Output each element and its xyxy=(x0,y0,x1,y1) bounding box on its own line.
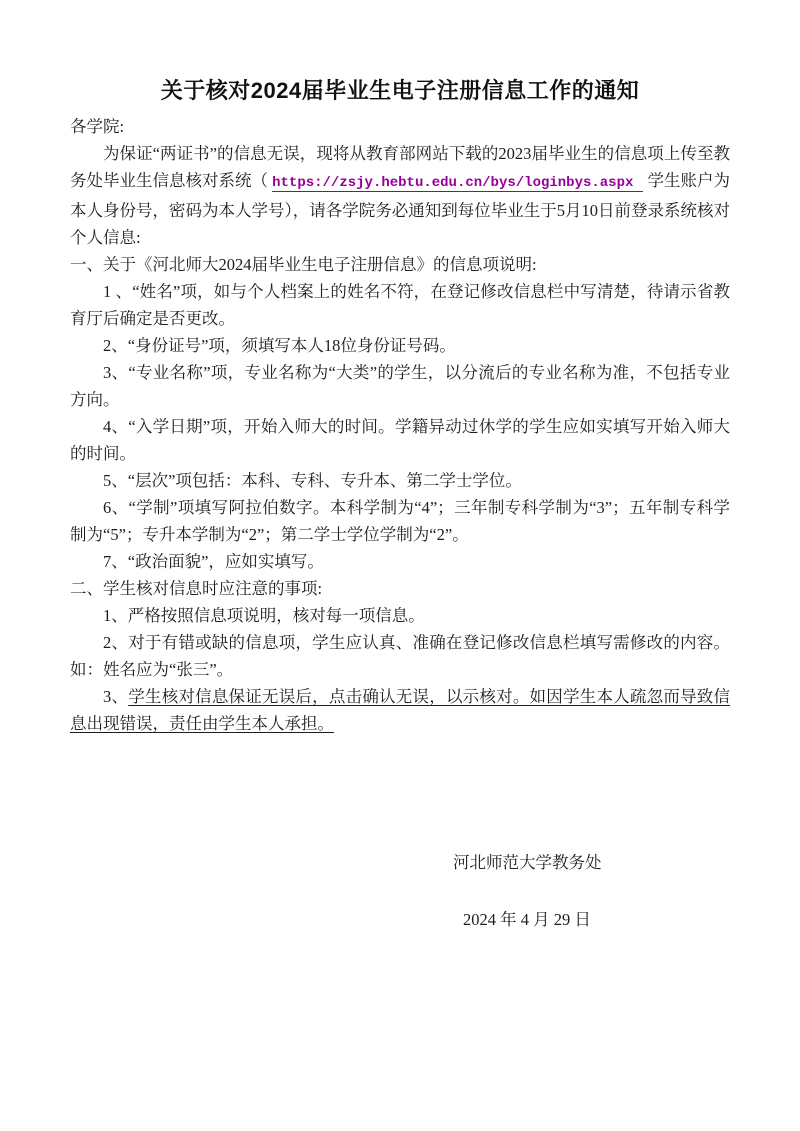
intro-paragraph xyxy=(70,140,730,251)
section1-item-3: 3、“专业名称”项，专业名称为“大类”的学生，以分流后的专业名称为准，不包括专业方向。 xyxy=(70,363,730,409)
section1-item-6: 6、“学制”项填写阿拉伯数字。本科学制为“4”；三年制专科学制为“3”；五年制专科学制为“5”；专升本学制为“2”；第二学士学位学制为“2”。 xyxy=(70,498,730,544)
section1-item-7: 7、“政治面貌”，应如实填写。 xyxy=(103,552,324,571)
signature-block xyxy=(70,849,730,933)
section1-heading: 一、关于《河北师大2024届毕业生电子注册信息》的信息项说明: xyxy=(70,255,537,274)
section2-item-3-underlined-text: 学生核对信息保证无误后，点击确认无误，以示核对。如因学生本人疏忽而导致信息出现错误，责任由学生本人承担。 xyxy=(70,687,731,733)
section2-item-2: 2、对于有错或缺的信息项，学生应认真、准确在登记修改信息栏填写需修改的内容。如：姓名应为“张三”。 xyxy=(70,633,730,679)
section2-item-3-number: 3、 xyxy=(103,687,129,706)
section1-item-4: 4、“入学日期”项，开始入师大的时间。学籍异动过休学的学生应如实填写开始入师大的时间。 xyxy=(70,417,730,463)
salutation: 各学院: xyxy=(70,117,125,136)
section2-item-1: 1、严格按照信息项说明，核对每一项信息。 xyxy=(103,606,425,625)
intro-text-after-link: 学生账户为本人身份号，密码为本人学号），请各学院务必通知到每位毕业生于5月10日前登录系统核对个人信息: xyxy=(70,171,731,247)
section1-item-2: 2、“身份证号”项，须填写本人18位身份证号码。 xyxy=(103,336,456,355)
issue-date: 2024 年 4 月 29 日 xyxy=(463,910,591,929)
section2-heading: 二、学生核对信息时应注意的事项: xyxy=(70,579,323,598)
section2-item-3 xyxy=(70,683,730,737)
notice-title: 关于核对2024届毕业生电子注册信息工作的通知 xyxy=(160,78,640,103)
issuer-signature: 河北师范大学教务处 xyxy=(453,853,602,872)
section1-item-5: 5、“层次”项包括：本科、专科、专升本、第二学士学位。 xyxy=(103,471,522,490)
system-url-link[interactable]: https://zsjy.hebtu.edu.cn/bys/loginbys.aspx xyxy=(272,175,643,192)
section1-item-1: 1 、“姓名”项，如与个人档案上的姓名不符，在登记修改信息栏中写清楚，待请示省教育厅后确定是否更改。 xyxy=(70,282,730,328)
intro-text-before-link: 为保证“两证书”的信息无误，现将从教育部网站下载的2023届毕业生的信息项上传至教务处毕业生信息核对系统（ xyxy=(70,144,730,190)
